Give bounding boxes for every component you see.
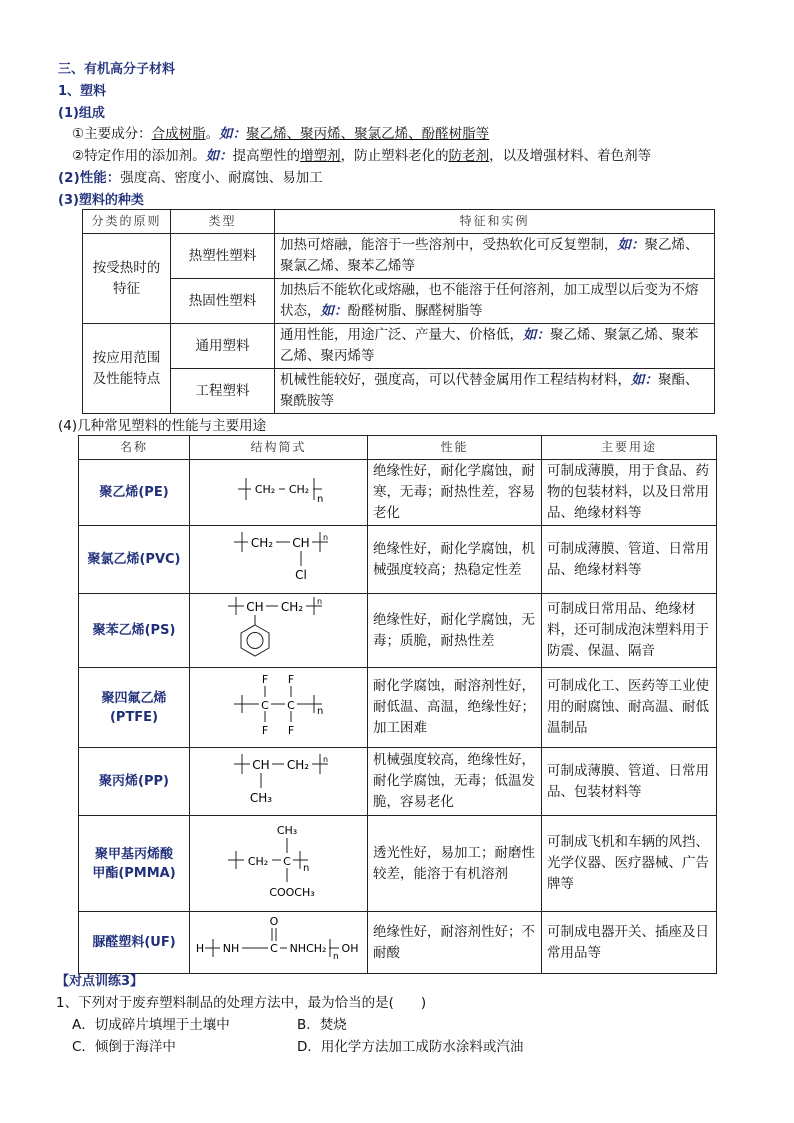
name-cell: 脲醛塑料(UF) [79,912,190,974]
name-cell: 聚氯乙烯(PVC) [79,526,190,594]
f-nh: NH [222,942,239,955]
uses-cell: 可制成日常用品、绝缘材料，还可制成泡沫塑料用于防震、保温、隔音 [542,594,717,668]
f-f: F [287,724,294,737]
example-text: 聚乙烯、聚氯乙烯、聚苯乙烯等 [280,237,699,274]
text: 提高塑性的 [232,148,301,164]
table-row [83,279,715,324]
feature-cell [275,234,715,279]
f-c: C [269,942,278,955]
f-ch2: CH₂ [247,855,268,868]
types-title: (3)塑料的种类 [58,193,144,208]
table-row [79,594,717,668]
col-uses: 主要用途 [542,436,717,460]
table-row [83,324,715,369]
name-cell [79,668,190,748]
uses-title: (4)几种常见塑料的性能与主要用途 [58,418,267,434]
f-ch3: CH₃ [249,791,272,805]
plastics-uses-table [78,435,717,974]
name-cell: 聚丙烯(PP) [79,748,190,816]
feature-text: 加热可熔融，能溶于一些溶剂中，受热软化可反复塑制， [280,237,618,253]
f-c: C [260,699,269,712]
composition-title: (1)组成 [58,106,105,121]
ptfe-structure [194,668,364,740]
f-ch2: CH₂ [288,483,309,496]
f-o: O [269,915,278,928]
formula-cell [190,748,368,816]
formula-cell [190,594,368,668]
name-cell: 聚乙烯(PE) [79,460,190,526]
feature-cell [275,279,715,324]
f-ch2: CH₂ [250,536,273,550]
plasticizer: 增塑剂 [300,148,341,164]
properties-line [58,166,323,186]
table-row [79,912,717,974]
name-cell [79,816,190,912]
properties-cell: 绝缘性好，耐化学腐蚀，无毒；质脆，耐热性差 [368,594,542,668]
sep: 。 [205,126,220,142]
f-n: n [316,706,323,717]
example-marker: 如： [219,126,247,142]
f-n: n [322,755,328,764]
f-f: F [287,673,294,686]
uses-cell: 可制成薄膜、管道、日常用品、包装材料等 [542,748,717,816]
feature-cell [275,369,715,414]
table-row [79,816,717,912]
f-n: n [316,494,323,505]
name-line-1: 聚甲基丙烯酸 [94,846,173,862]
formula-cell [190,460,368,526]
uses-cell: 可制成电器开关、插座及日常用品等 [542,912,717,974]
name-line-1: 聚四氟乙烯 [101,690,167,706]
example-marker: 如： [205,148,233,164]
example-marker: 如： [631,372,658,388]
principle-cell: 按受热时的特征 [83,234,171,324]
col-feature: 特征和实例 [275,210,715,234]
col-formula: 结构简式 [190,436,368,460]
f-ch2: CH₂ [280,600,303,614]
pmma-structure [194,816,364,904]
table-row [83,369,715,414]
table-row [83,234,715,279]
uses-cell: 可制成薄膜，用于食品、药物的包装材料，以及日常用品、绝缘材料等 [542,460,717,526]
table-row [79,668,717,748]
label: ①主要成分： [72,126,152,142]
example-text: 聚乙烯、聚氯乙烯、聚苯乙烯、聚丙烯等 [280,327,699,364]
f-cl: Cl [294,568,307,582]
composition-line-2 [72,144,651,164]
section-title: 三、有机高分子材料 [58,62,176,77]
col-properties: 性能 [368,436,542,460]
uses-cell: 可制成化工、医药等工业使用的耐腐蚀、耐高温、耐低温制品 [542,668,717,748]
option-c[interactable]: C．倾倒于海洋中 [72,1039,176,1055]
f-ch2: CH₂ [286,758,309,772]
col-type: 类型 [171,210,275,234]
f-oh: OH [341,942,358,955]
label: ②特定作用的添加剂。 [72,148,206,164]
formula-cell [190,668,368,748]
type-cell: 通用塑料 [171,324,275,369]
f-n: n [316,597,322,606]
type-cell: 工程塑料 [171,369,275,414]
f-n: n [322,533,328,542]
examples: 聚乙烯、聚丙烯、聚氯乙烯、酚醛树脂等 [246,126,490,142]
properties-cell: 绝缘性好，耐化学腐蚀，机械强度较高；热稳定性差 [368,526,542,594]
example-text: 聚酯、聚酰胺等 [280,372,699,409]
table-row [79,526,717,594]
properties-cell: 透光性好，易加工；耐磨性较差，能溶于有机溶剂 [368,816,542,912]
f-ch3: CH₃ [276,824,297,837]
type-cell: 热塑性塑料 [171,234,275,279]
example-marker: 如： [617,237,645,253]
formula-cell [190,526,368,594]
f-nhch2: NHCH₂ [289,942,326,955]
properties-cell: 绝缘性好，耐化学腐蚀，耐寒，无毒；耐热性差，容易老化 [368,460,542,526]
text: ，以及增强材料、着色剂等 [489,148,652,164]
exercise-question: 1、下列对于废弃塑料制品的处理方法中，最为恰当的是( ) [56,995,427,1011]
text: ，防止塑料老化的 [340,148,449,164]
f-n: n [302,863,309,874]
exercise-title: 【对点训练3】 [56,974,144,989]
uses-cell: 可制成薄膜、管道、日常用品、绝缘材料等 [542,526,717,594]
table-header-row [79,436,717,460]
properties-text: 强度高、密度小、耐腐蚀、易加工 [120,170,323,186]
uses-cell: 可制成飞机和车辆的风挡、光学仪器、医疗器械、广告牌等 [542,816,717,912]
feature-text: 机械性能较好，强度高，可以代替金属用作工程结构材料， [280,372,631,388]
table-row [79,460,717,526]
properties-cell: 耐化学腐蚀，耐溶剂性好，耐低温、高温，绝缘性好；加工困难 [368,668,542,748]
col-principle: 分类的原则 [83,210,171,234]
pp-structure [194,748,364,808]
f-c: C [282,855,291,868]
name-line-2: (PTFE) [109,709,159,725]
main-component: 合成树脂 [151,126,206,142]
example-marker: 如： [523,327,550,343]
feature-text: 通用性能，用途广泛、产量大、价格低， [280,327,523,343]
principle-cell: 按应用范围及性能特点 [83,324,171,414]
feature-cell [275,324,715,369]
name-line-2: 甲酯(PMMA) [92,865,176,881]
option-a[interactable]: A．切成碎片填埋于土壤中 [72,1017,230,1033]
properties-cell: 绝缘性好，耐溶剂性好；不耐酸 [368,912,542,974]
properties-cell: 机械强度较高，绝缘性好，耐化学腐蚀，无毒；低温发脆，容易老化 [368,748,542,816]
col-name: 名称 [79,436,190,460]
f-ch: CH [245,600,264,614]
option-b[interactable]: B．焚烧 [297,1017,347,1033]
formula-cell [190,912,368,974]
ps-structure [194,594,364,660]
option-d[interactable]: D．用化学方法加工成防水涂料或汽油 [297,1039,524,1055]
f-f: F [261,724,268,737]
f-h: H [195,942,204,955]
pvc-structure [194,526,364,586]
table-row [79,748,717,816]
subsection-title: 1、塑料 [58,84,107,99]
example-text: 酚醛树脂、脲醛树脂等 [347,303,483,319]
table-header-row [83,210,715,234]
f-n: n [332,952,339,962]
f-f: F [261,673,268,686]
f-ch2: CH₂ [254,483,275,496]
antiager: 防老剂 [448,148,490,164]
formula-cell [190,816,368,912]
type-cell: 热固性塑料 [171,279,275,324]
f-ch: CH [291,536,310,550]
properties-title: (2)性能： [58,170,121,186]
plastic-types-table [82,209,715,414]
feature-text: 加热后不能软化或熔融，也不能溶于任何溶剂，加工成型以后变为不熔状态， [280,282,699,319]
composition-line-1 [72,122,489,142]
name-cell: 聚苯乙烯(PS) [79,594,190,668]
example-marker: 如： [320,303,348,319]
pe-structure [194,469,364,509]
uf-structure [194,912,364,966]
f-ch: CH [251,758,270,772]
f-c: C [286,699,295,712]
f-ester: COOCH₃ [268,886,315,899]
